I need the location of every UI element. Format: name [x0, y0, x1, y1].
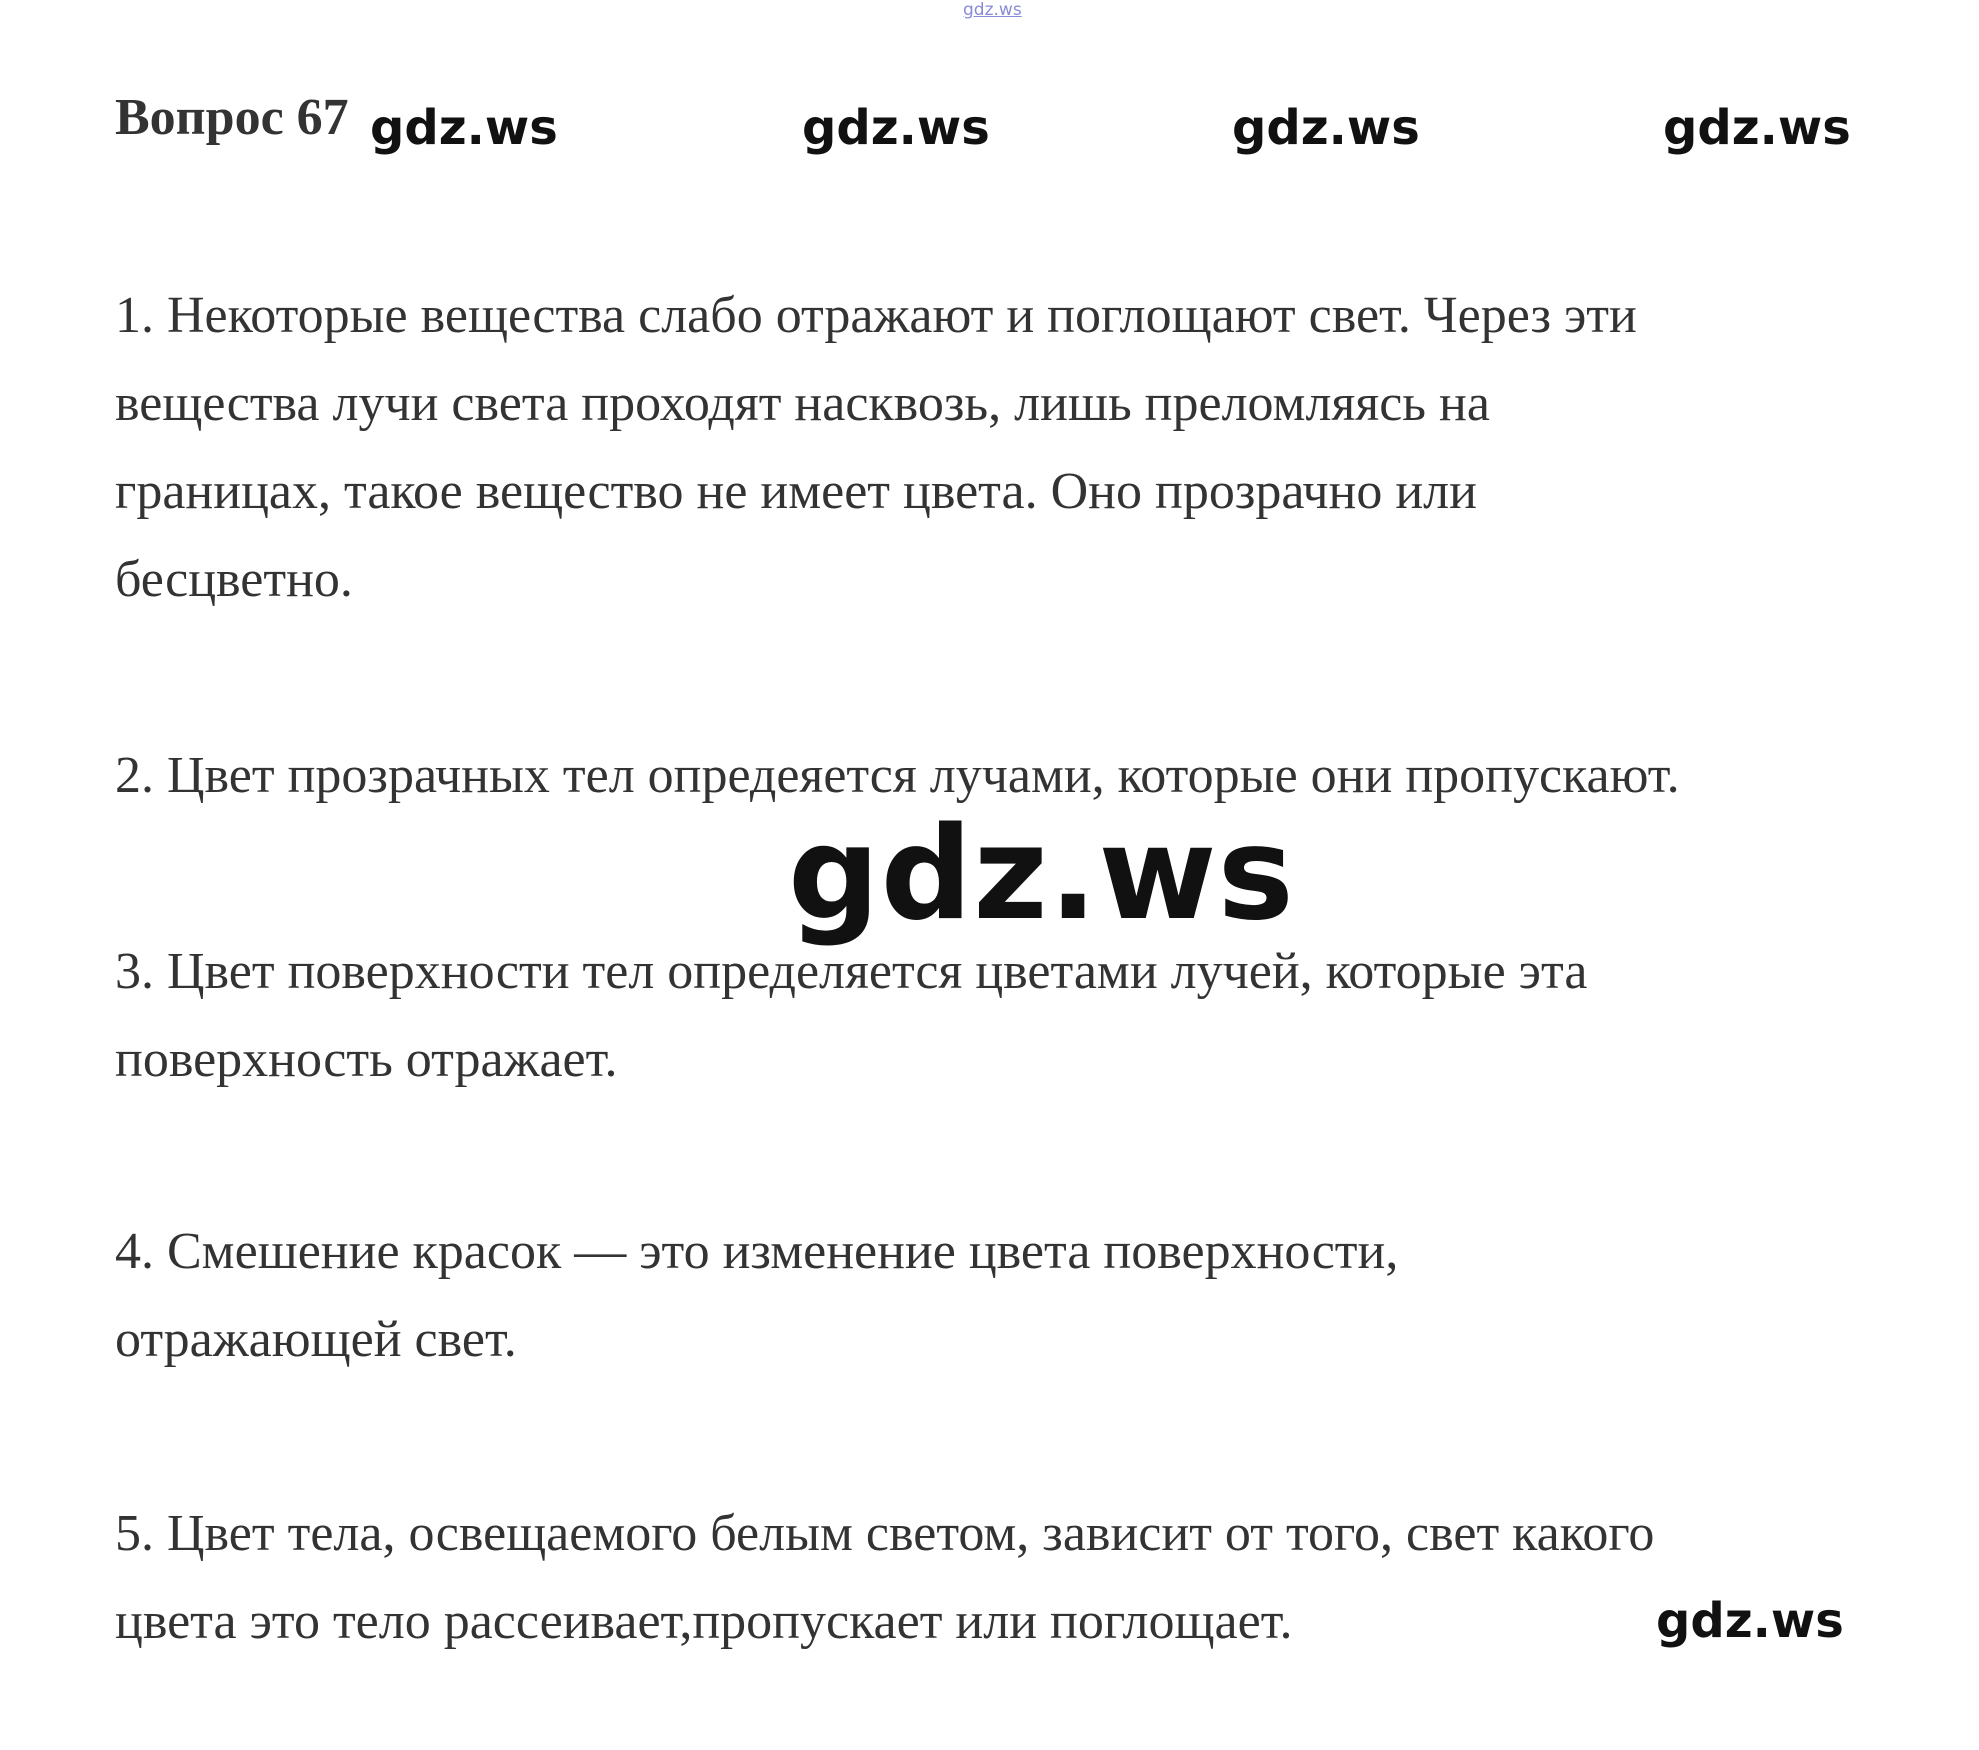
answer-line: поверхность отражает. — [115, 1031, 618, 1088]
watermark-text: gdz.ws — [788, 800, 1295, 949]
answer-line: 1. Некоторые вещества слабо отражают и поглощают свет. Через эти — [115, 287, 1637, 344]
answer-line: границах, такое вещество не имеет цвета. Оно прозрачно или — [115, 463, 1477, 520]
watermark-text: gdz.ws — [1232, 100, 1420, 156]
site-link[interactable]: gdz.ws — [963, 0, 1022, 20]
answer-1 — [115, 272, 1965, 624]
answer-3 — [115, 928, 1965, 1104]
answer-line: вещества лучи света проходят насквозь, лишь преломляясь на — [115, 375, 1490, 432]
answer-line: 2. Цвет прозрачных тел опредеяется лучами, которые они пропускают. — [115, 747, 1680, 804]
answer-line: 4. Смешение красок — это изменение цвета поверхности, — [115, 1223, 1399, 1280]
answer-4 — [115, 1208, 1965, 1384]
watermark-text: gdz.ws — [802, 100, 990, 156]
answer-line: бесцветно. — [115, 551, 353, 608]
answer-line: 5. Цвет тела, освещаемого белым светом, зависит от того, свет какого — [115, 1505, 1655, 1562]
watermark-text: gdz.ws — [1663, 100, 1851, 156]
answer-line: 3. Цвет поверхности тел определяется цветами лучей, которые эта — [115, 943, 1588, 1000]
answer-line: цвета это тело рассеивает,пропускает или поглощает. — [115, 1593, 1293, 1650]
watermark-text: gdz.ws — [370, 100, 558, 156]
answer-line: отражающей свет. — [115, 1311, 517, 1368]
watermark-text: gdz.ws — [1656, 1593, 1844, 1649]
page-title: Вопрос 67 — [115, 89, 349, 146]
